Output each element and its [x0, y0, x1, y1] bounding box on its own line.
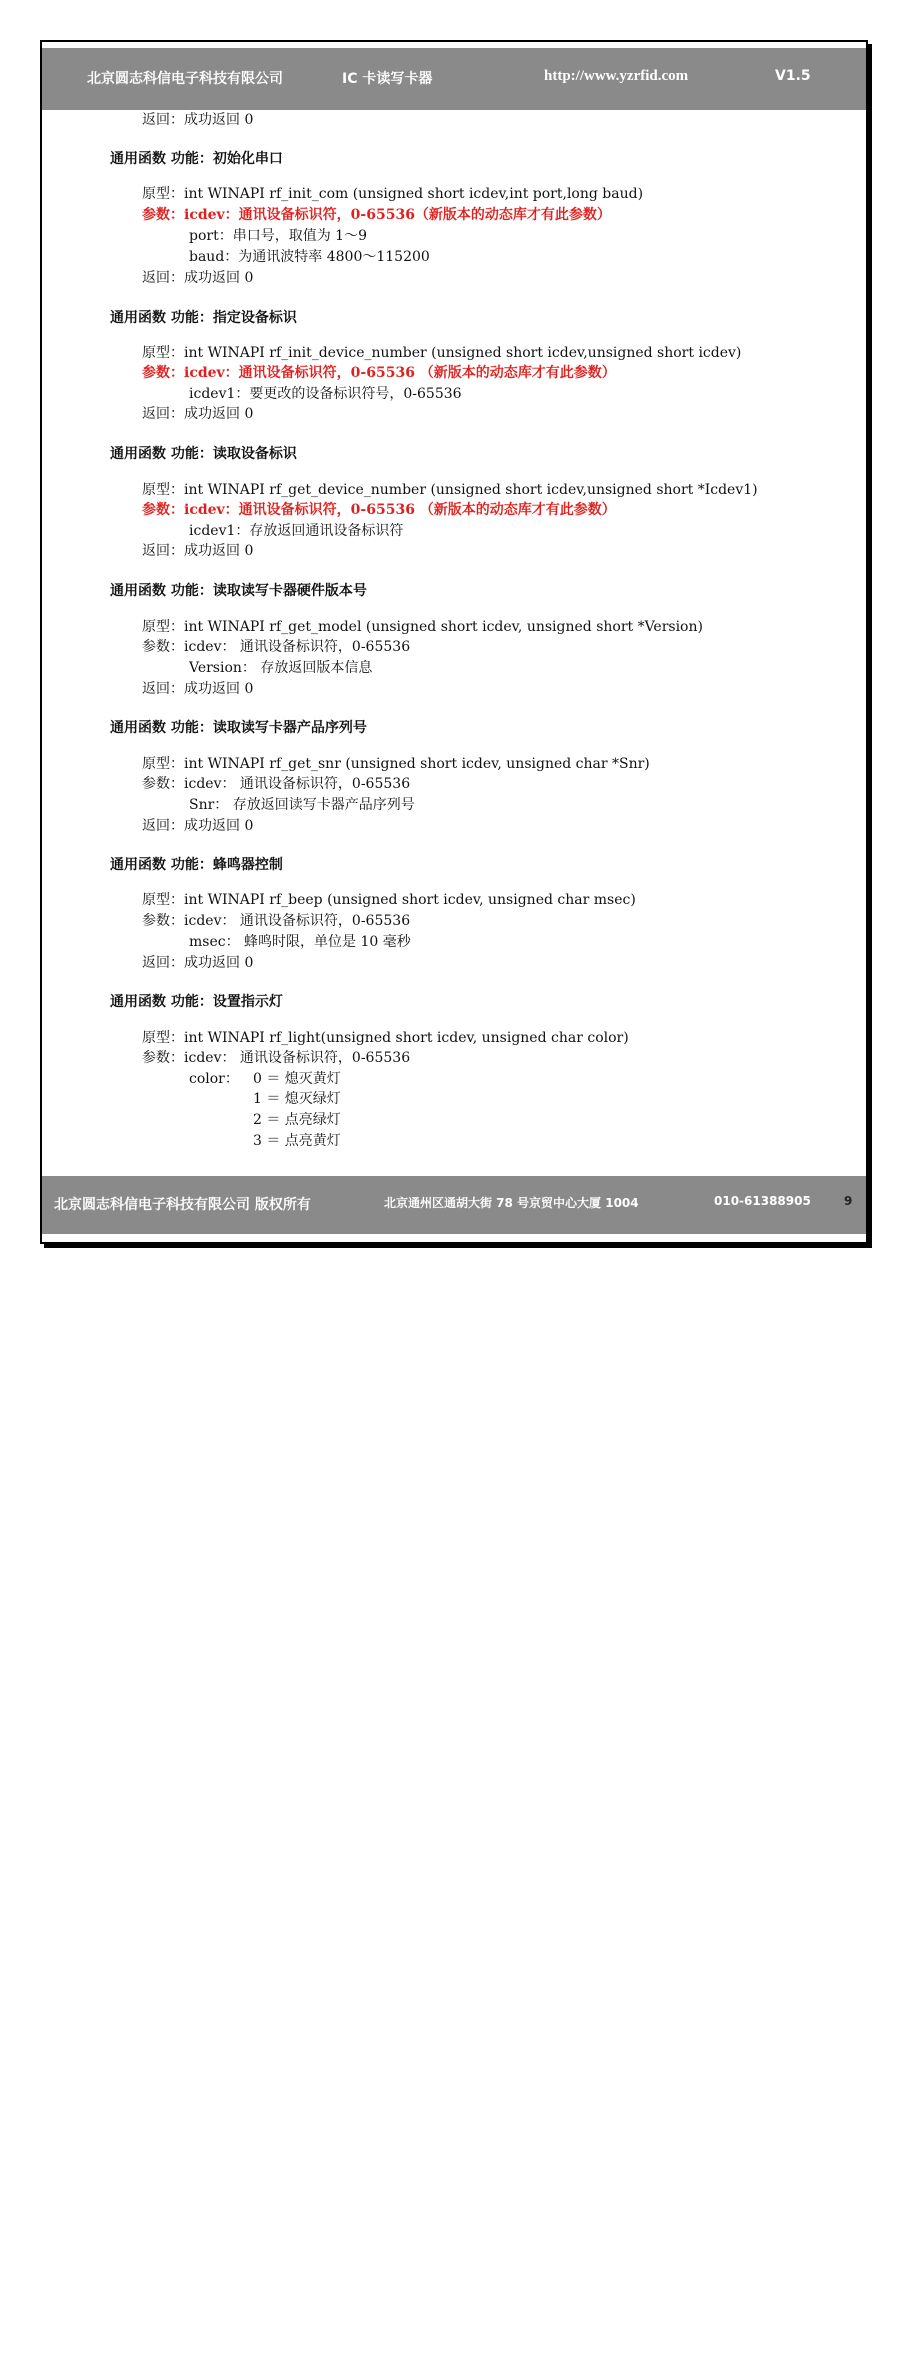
footer-phone: 010-61388905 — [714, 1194, 811, 1208]
page-frame — [40, 40, 869, 2372]
prototype-line: 原型：int WINAPI rf_init_com (unsigned short icdev,int port,long baud) — [142, 186, 644, 202]
baidu-watermark — [642, 2314, 869, 2374]
param-line: 参数：icdev： 通讯设备标识符，0-65536 — [142, 913, 411, 929]
section-title: 通用函数 功能：初始化串口 — [110, 151, 283, 167]
param-line: 参数：icdev： 通讯设备标识符，0-65536 — [142, 1050, 411, 1066]
page-header — [42, 48, 866, 110]
header-url[interactable]: http://www.yzrfid.com — [544, 68, 689, 84]
section-title: 通用函数 功能：指定设备标识 — [110, 310, 297, 326]
param-line: icdev1：存放返回通讯设备标识符 — [189, 523, 404, 539]
param-line: 参数：icdev： 通讯设备标识符，0-65536 — [142, 776, 411, 792]
page-footer — [42, 1176, 869, 2372]
return-line: 返回：成功返回 0 — [142, 543, 254, 559]
param-line: Version： 存放返回版本信息 — [189, 660, 373, 676]
header-version: V1.5 — [775, 68, 811, 84]
color-option: 3 ＝ 点亮黄灯 — [253, 1133, 341, 1149]
prototype-line: 原型：int WINAPI rf_get_model (unsigned short icdev, unsigned short *Version) — [142, 619, 703, 635]
color-option: 1 ＝ 熄灭绿灯 — [253, 1091, 341, 1107]
return-line: 返回：成功返回 0 — [142, 955, 254, 971]
return-line: 返回：成功返回 0 — [142, 818, 254, 834]
param-line: baud：为通讯波特率 4800～115200 — [189, 249, 430, 265]
color-option: 0 ＝ 熄灭黄灯 — [253, 1071, 341, 1087]
footer-address: 北京通州区通胡大街 78 号京贸中心大厦 1004 — [384, 1196, 639, 1210]
param-line: msec： 蜂鸣时限，单位是 10 毫秒 — [189, 934, 411, 950]
section-title: 通用函数 功能：读取设备标识 — [110, 446, 297, 462]
param-line: Snr： 存放返回读写卡器产品序列号 — [189, 797, 415, 813]
param-line: port：串口号，取值为 1～9 — [189, 228, 367, 244]
footer-copyright: 北京圆志科信电子科技有限公司 版权所有 — [54, 1197, 311, 1213]
prototype-line: 原型：int WINAPI rf_beep (unsigned short icdev, unsigned char msec) — [142, 892, 636, 908]
return-line: 返回：成功返回 0 — [142, 270, 254, 286]
prototype-line: 原型：int WINAPI rf_init_device_number (unsigned short icdev,unsigned short icdev) — [142, 345, 742, 361]
param-line: color： — [189, 1071, 239, 1087]
prev-return: 返回：成功返回 0 — [142, 112, 254, 128]
watermark-brand: Bai 经验 — [687, 2326, 805, 2361]
page-number: 9 — [844, 1194, 853, 1208]
param-line: 参数：icdev：通讯设备标识符，0-65536 （新版本的动态库才有此参数） — [142, 365, 616, 381]
section-title: 通用函数 功能：蜂鸣器控制 — [110, 857, 283, 873]
section-title: 通用函数 功能：读取读写卡器硬件版本号 — [110, 583, 367, 599]
param-line: 参数：icdev： 通讯设备标识符，0-65536 — [142, 639, 411, 655]
return-line: 返回：成功返回 0 — [142, 681, 254, 697]
header-company: 北京圆志科信电子科技有限公司 — [87, 71, 283, 87]
header-product: IC 卡读写卡器 — [342, 71, 433, 87]
paw-icon — [642, 2318, 686, 2358]
param-line: 参数：icdev：通讯设备标识符，0-65536（新版本的动态库才有此参数） — [142, 207, 611, 223]
section-title: 通用函数 功能：设置指示灯 — [110, 994, 283, 1010]
prototype-line: 原型：int WINAPI rf_get_device_number (unsigned short icdev,unsigned short *Icdev1) — [142, 482, 758, 498]
prototype-line: 原型：int WINAPI rf_get_snr (unsigned short icdev, unsigned char *Snr) — [142, 756, 650, 772]
return-line: 返回：成功返回 0 — [142, 406, 254, 422]
prototype-line: 原型：int WINAPI rf_light(unsigned short icdev, unsigned char color) — [142, 1030, 629, 1046]
watermark-url: jingyan.baidu.com — [692, 2352, 869, 2372]
param-line: 参数：icdev：通讯设备标识符，0-65536 （新版本的动态库才有此参数） — [142, 502, 616, 518]
color-option: 2 ＝ 点亮绿灯 — [253, 1112, 341, 1128]
section-title: 通用函数 功能：读取读写卡器产品序列号 — [110, 720, 367, 736]
param-line: icdev1：要更改的设备标识符号，0-65536 — [189, 386, 462, 402]
